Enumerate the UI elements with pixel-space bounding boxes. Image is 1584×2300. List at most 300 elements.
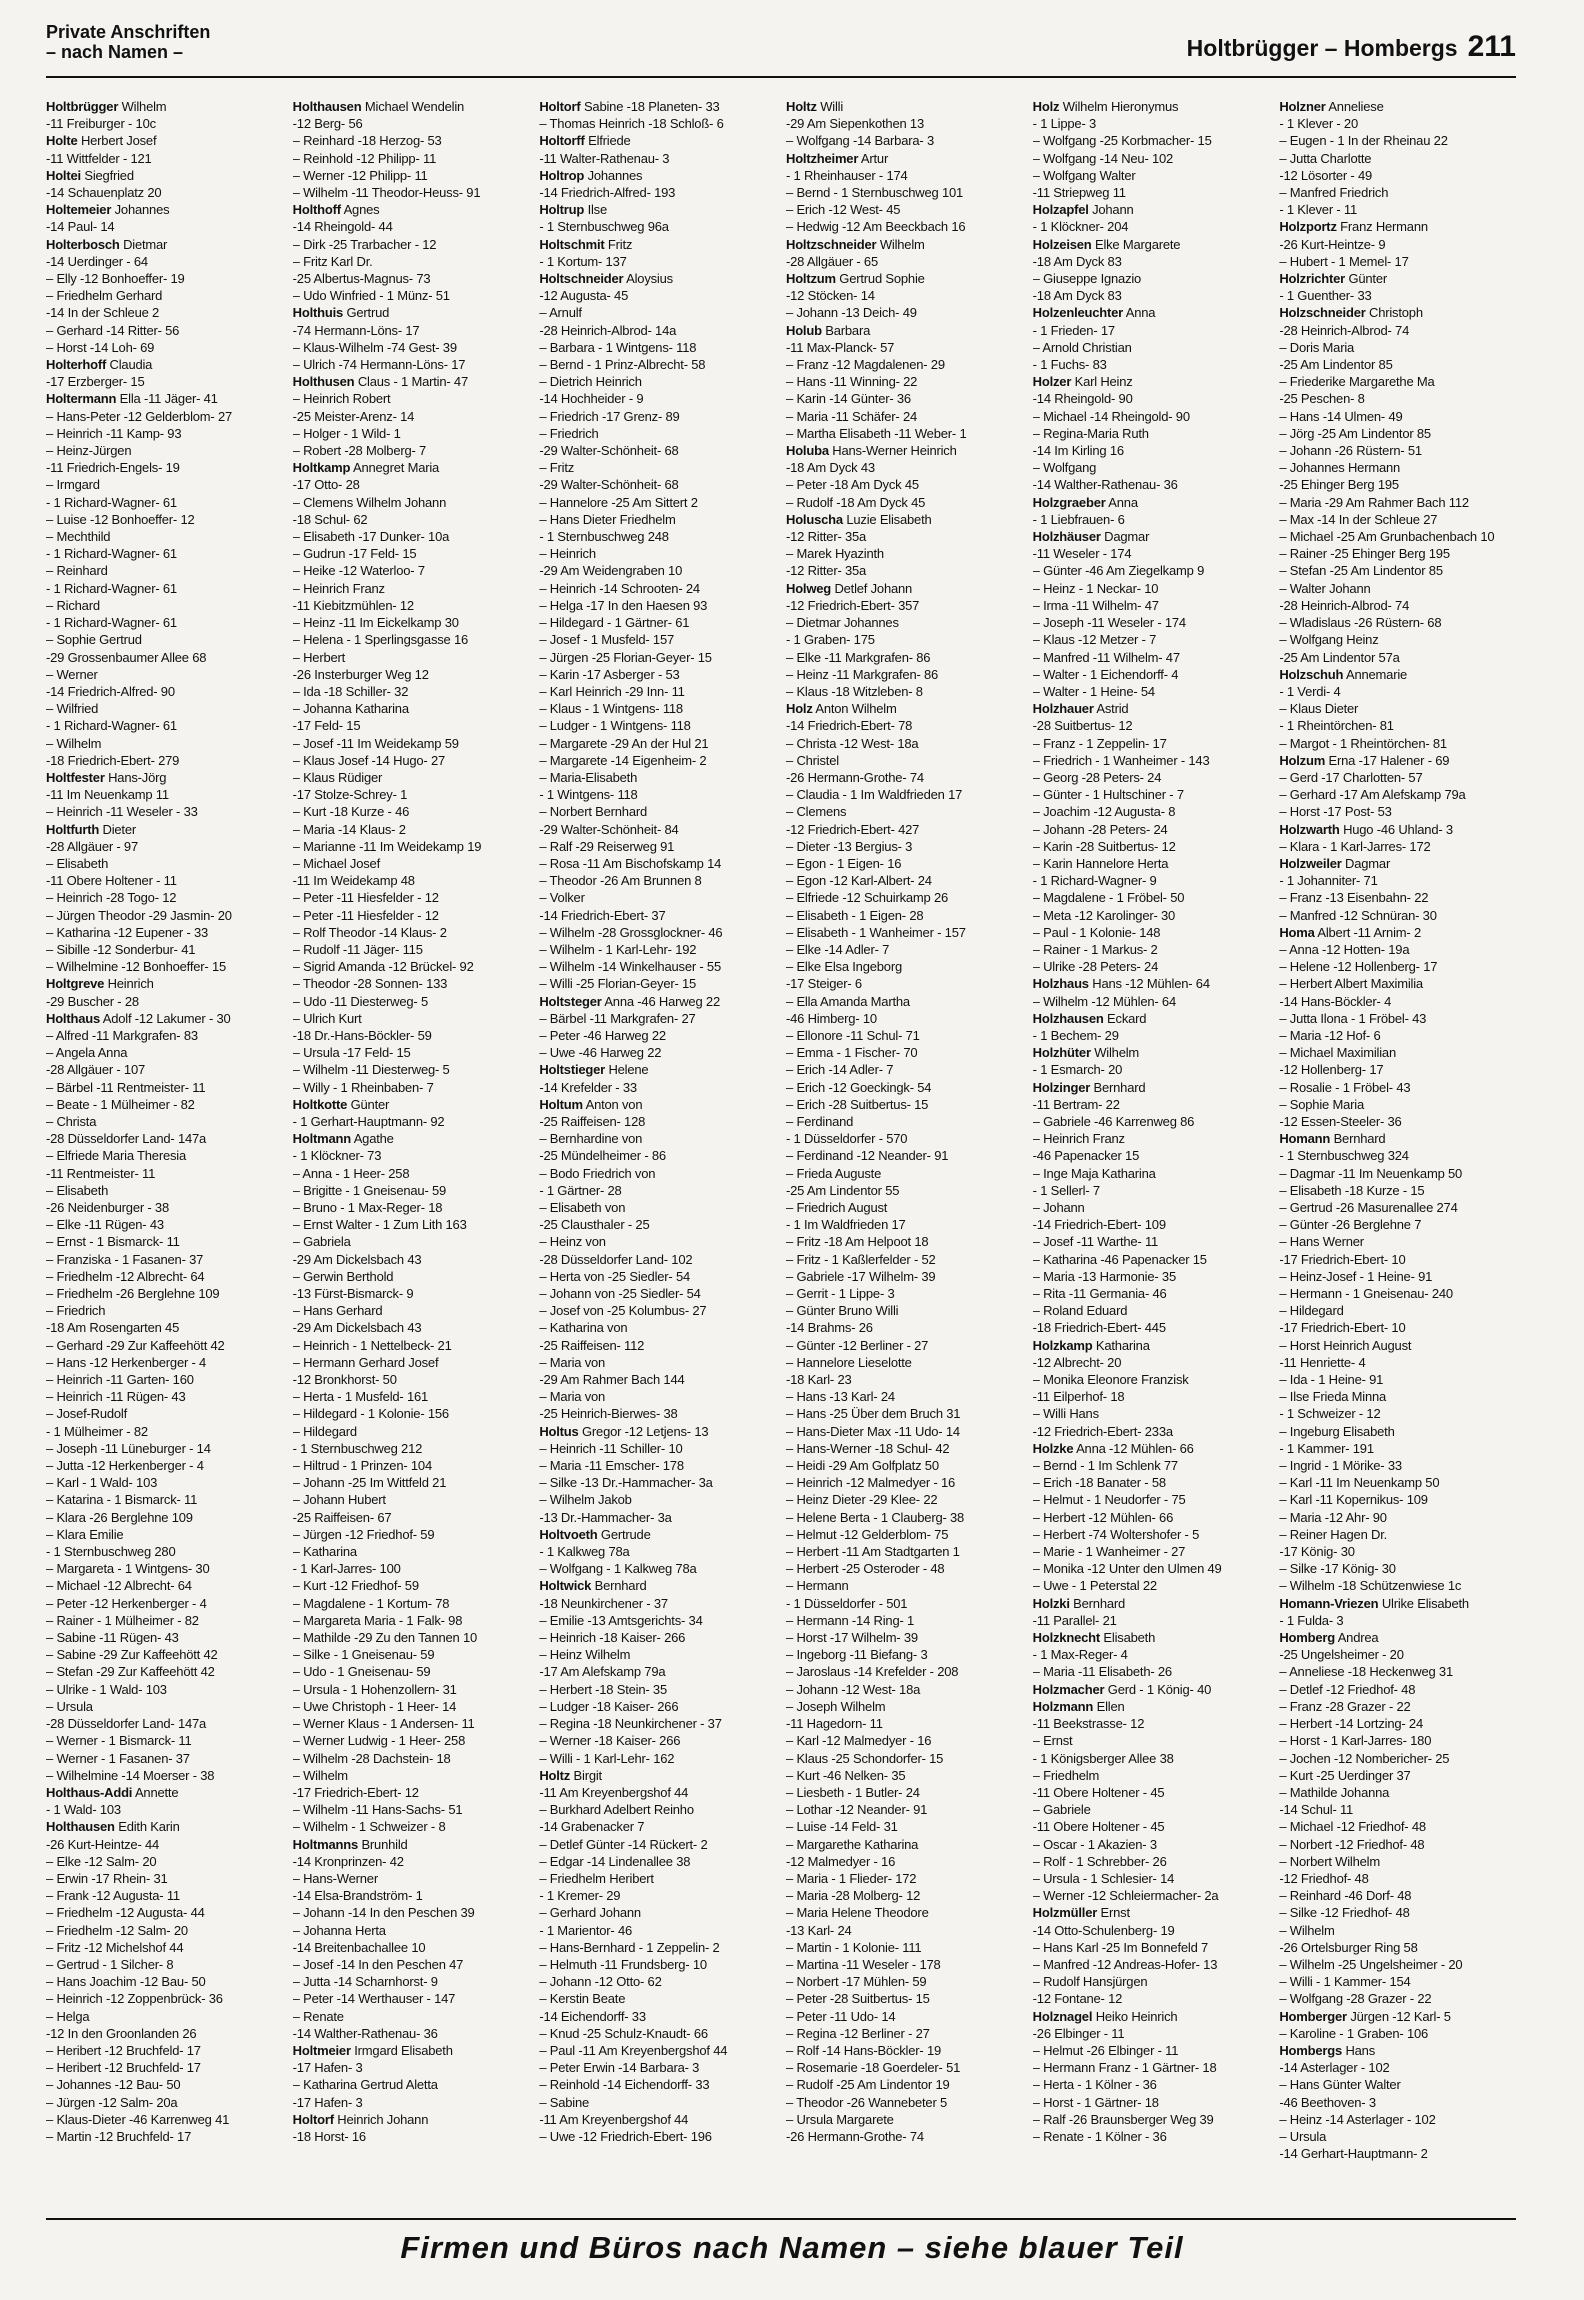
- given-name-entry: [1033, 1956, 1270, 1973]
- given-name-entry: [539, 1457, 776, 1474]
- given-name-entry: [46, 1732, 283, 1749]
- given-name-entry: [46, 1457, 283, 1474]
- entry-text: Günter Bruno Willi: [796, 1303, 899, 1319]
- entry-text: Holger - 1 Wild- 1: [303, 425, 401, 441]
- given-name-entry: [1033, 889, 1270, 906]
- entry-text: Hedwig -12 Am Beeckbach 16: [796, 219, 966, 235]
- address-line: [539, 1784, 776, 1801]
- entry-text: -28 Düsseldorfer Land- 102: [539, 1251, 693, 1267]
- given-name-entry: [1033, 562, 1270, 579]
- entry-text: -11 Freiburger - 10c: [46, 116, 156, 132]
- entry-text: Luise -14 Feld- 31: [796, 1819, 898, 1835]
- entry-text: Joseph -11 Weseler - 174: [1043, 615, 1186, 631]
- address-line: [1033, 1750, 1270, 1767]
- given-name-entry: [1033, 614, 1270, 631]
- entry-text: Katarina - 1 Bismarck- 11: [56, 1492, 198, 1508]
- given-name-entry: [46, 322, 283, 339]
- entry-text: Heinz Wilhelm: [549, 1647, 631, 1663]
- given-name-entry: [293, 1423, 530, 1440]
- entry-text: -11 Striepweg 11: [1032, 185, 1126, 201]
- entry-text: Michael Josef: [303, 855, 380, 871]
- given-name-entry: [46, 2111, 283, 2128]
- given-name-entry: [1279, 150, 1516, 167]
- surname: Holtorf: [539, 99, 581, 114]
- given-name-entry: [539, 356, 776, 373]
- given-name-entry: [293, 1904, 530, 1921]
- address-line: [1279, 1870, 1516, 1887]
- given-name-entry: [293, 924, 530, 941]
- surname: Holz: [786, 701, 813, 717]
- given-name-entry: [1279, 735, 1516, 752]
- entry-text: Heinrich Franz: [303, 580, 385, 596]
- given-name-entry: [786, 1337, 1023, 1354]
- given-name-entry: [46, 1251, 283, 1268]
- entry-text: Monika -12 Unter den Ulmen 49: [1043, 1561, 1222, 1577]
- given-name-entry: [293, 1767, 530, 1784]
- given-name-entry: [1279, 1715, 1516, 1732]
- entry-text: Martin -12 Bruchfeld- 17: [56, 2128, 192, 2144]
- address-line: [1279, 1612, 1516, 1629]
- given-name-entry: [1033, 1285, 1270, 1302]
- surname: Holtbrügger: [46, 99, 119, 114]
- given-name-entry: [539, 1440, 776, 1457]
- address-line: [786, 975, 1023, 992]
- given-name-entry: [46, 1285, 283, 1302]
- entry-text: -26 Hermann-Grothe- 74: [786, 769, 924, 785]
- given-name-entry: [293, 1663, 530, 1680]
- given-name-entry: [786, 941, 1023, 958]
- address-line: [786, 1216, 1023, 1233]
- surname: Holzhüter: [1032, 1045, 1091, 1061]
- address-line: [1279, 115, 1516, 132]
- given-name-entry: [1033, 907, 1270, 924]
- given-name-entry: [539, 1560, 776, 1577]
- entry-text: -13 Fürst-Bismarck- 9: [292, 1286, 414, 1302]
- entry-text: Klaus Dieter: [1289, 701, 1359, 717]
- entry-text: Jürgen Theodor -29 Jasmin- 20: [56, 907, 232, 923]
- entry-text: -12 Albrecht- 20: [1032, 1354, 1122, 1370]
- entry-text: Bernd - 1 Prinz-Albrecht- 58: [549, 357, 706, 373]
- address-line: [1033, 1423, 1270, 1440]
- given-name-entry: [1279, 1285, 1516, 1302]
- address-line: [46, 1836, 283, 1853]
- given-name-entry: [1033, 786, 1270, 803]
- given-name-entry: [786, 1096, 1023, 1113]
- given-name-entry: [1279, 562, 1516, 579]
- given-name-entry: [46, 907, 283, 924]
- entry-text: Jutta Ilona - 1 Fröbel- 43: [1289, 1010, 1427, 1026]
- entry-text: Horst -17 Wilhelm- 39: [796, 1630, 918, 1646]
- given-name-entry: [293, 1595, 530, 1612]
- entry-text: Ulrike - 1 Wald- 103: [56, 1681, 167, 1697]
- given-name-entry: [786, 752, 1023, 769]
- entry-text: - 1 Guenther- 33: [1279, 288, 1372, 304]
- entry-text: Ida -18 Schiller- 32: [303, 683, 409, 699]
- surname-entry: [539, 132, 776, 149]
- given-name-entry: [1279, 545, 1516, 562]
- given-name-entry: [786, 1526, 1023, 1543]
- given-name-entry: [786, 803, 1023, 820]
- entry-text: Annemarie: [1345, 666, 1408, 682]
- entry-text: Elisabeth - 1 Wanheimer - 157: [796, 924, 966, 940]
- given-name-entry: [293, 1491, 530, 1508]
- given-name-entry: [539, 958, 776, 975]
- address-line: [539, 476, 776, 493]
- entry-text: Johann: [1092, 202, 1134, 218]
- entry-text: Oscar - 1 Akazien- 3: [1043, 1836, 1157, 1852]
- given-name-entry: [539, 2128, 776, 2145]
- entry-text: Werner: [56, 666, 98, 682]
- entry-text: Ilse Frieda Minna: [1289, 1389, 1387, 1405]
- address-line: [46, 184, 283, 201]
- address-line: [539, 1337, 776, 1354]
- address-line: [539, 562, 776, 579]
- entry-text: Margareta - 1 Wintgens- 30: [56, 1561, 210, 1577]
- entry-text: -11 Max-Planck- 57: [786, 339, 895, 355]
- entry-text: Gerd -17 Charlotten- 57: [1289, 769, 1423, 785]
- given-name-entry: [46, 339, 283, 356]
- address-line: [539, 1922, 776, 1939]
- given-name-entry: [786, 494, 1023, 511]
- entry-text: - 1 Richard-Wagner- 61: [46, 494, 177, 510]
- entry-text: Gabriele -17 Wilhelm- 39: [796, 1268, 936, 1284]
- given-name-entry: [46, 1698, 283, 1715]
- entry-text: Kurt -25 Uerdinger 37: [1289, 1767, 1411, 1783]
- entry-text: Robert -28 Molberg- 7: [303, 443, 427, 459]
- given-name-entry: [539, 580, 776, 597]
- given-name-entry: [539, 1698, 776, 1715]
- section-heading-line2: – nach Namen –: [46, 42, 184, 62]
- given-name-entry: [46, 1595, 283, 1612]
- given-name-entry: [1033, 666, 1270, 683]
- given-name-entry: [46, 803, 283, 820]
- entry-text: Elisabeth - 1 Eigen- 28: [796, 907, 924, 923]
- entry-text: Marek Hyazinth: [796, 546, 884, 562]
- given-name-entry: [46, 1646, 283, 1663]
- entry-text: -28 Allgäuer - 65: [786, 253, 878, 269]
- address-line: [1279, 287, 1516, 304]
- given-name-entry: [1279, 1990, 1516, 2007]
- given-name-entry: [1279, 2128, 1516, 2145]
- entry-text: -29 Am Dickelsbach 43: [292, 1320, 422, 1336]
- given-name-entry: [293, 1698, 530, 1715]
- entry-text: Willy - 1 Rheinbaben- 7: [303, 1079, 434, 1095]
- given-name-entry: [1279, 1663, 1516, 1680]
- given-name-entry: [786, 1457, 1023, 1474]
- entry-text: Hermann Gerhard Josef: [303, 1354, 439, 1370]
- entry-text: Lothar -12 Neander- 91: [796, 1802, 928, 1818]
- entry-text: Anna -12 Mühlen- 66: [1076, 1440, 1194, 1456]
- address-line: [539, 1887, 776, 1904]
- entry-text: Jaroslaus -14 Krefelder - 208: [796, 1664, 959, 1680]
- surname-entry: [1279, 924, 1516, 941]
- given-name-entry: [786, 1199, 1023, 1216]
- entry-text: Elfriede Maria Theresia: [56, 1148, 187, 1164]
- given-name-entry: [786, 1509, 1023, 1526]
- given-name-entry: [1279, 941, 1516, 958]
- entry-text: Maria -12 Ahr- 90: [1289, 1509, 1387, 1525]
- given-name-entry: [539, 889, 776, 906]
- surname: Holtkamp: [292, 460, 351, 476]
- entry-text: -11 Hagedorn- 11: [786, 1716, 883, 1732]
- surname: Holzer: [1032, 374, 1072, 390]
- entry-text: Theodor -28 Sonnen- 133: [302, 976, 448, 992]
- entry-text: Inge Maja Katharina: [1043, 1165, 1156, 1181]
- given-name-entry: [786, 1405, 1023, 1422]
- given-name-entry: [293, 1818, 530, 1835]
- entry-text: Josef - 1 Musfeld- 157: [549, 632, 674, 648]
- given-name-entry: [786, 476, 1023, 493]
- given-name-entry: [1033, 2128, 1270, 2145]
- entry-text: Elke -11 Rügen- 43: [56, 1217, 164, 1233]
- given-name-entry: [293, 1956, 530, 1973]
- entry-text: -25 Am Lindentor 85: [1279, 357, 1393, 373]
- entry-text: Bernhard: [594, 1578, 647, 1594]
- given-name-entry: [539, 1285, 776, 1302]
- entry-text: Wolfgang Heinz: [1289, 632, 1379, 648]
- surname: Holzwarth: [1279, 821, 1340, 837]
- given-name-entry: [786, 1818, 1023, 1835]
- entry-text: - 1 Klöckner- 204: [1032, 219, 1129, 235]
- given-name-entry: [1033, 1165, 1270, 1182]
- entry-text: Herbert Josef: [80, 133, 157, 149]
- entry-text: Herbert Albert Maximilia: [1289, 976, 1423, 992]
- entry-text: Elke -12 Salm- 20: [56, 1853, 157, 1869]
- entry-text: Silke -17 König- 30: [1289, 1561, 1396, 1577]
- entry-text: Rita -11 Germania- 46: [1043, 1286, 1167, 1302]
- address-line: [1033, 184, 1270, 201]
- entry-text: Friedrich August: [796, 1200, 888, 1215]
- address-line: [1033, 2025, 1270, 2042]
- surname: Homa: [1279, 924, 1315, 940]
- entry-text: Hermann - 1 Gneisenau- 240: [1289, 1286, 1453, 1302]
- entry-text: Heidi -29 Am Golfplatz 50: [796, 1458, 939, 1474]
- entry-text: -26 Hermann-Grothe- 74: [786, 2128, 924, 2144]
- entry-text: Günter: [350, 1096, 390, 1112]
- entry-text: - 1 Kammer- 191: [1279, 1440, 1374, 1456]
- address-line: [1033, 476, 1270, 493]
- given-name-entry: [293, 855, 530, 872]
- entry-text: - 1 Lippe- 3: [1032, 116, 1097, 132]
- entry-text: Klara Emilie: [56, 1526, 124, 1542]
- given-name-entry: [293, 993, 530, 1010]
- entry-text: -17 König- 30: [1279, 1544, 1355, 1560]
- given-name-entry: [539, 1990, 776, 2007]
- entry-text: Birgit: [573, 1767, 602, 1783]
- surname-entry: [1033, 1010, 1270, 1027]
- entry-text: -46 Beethoven- 3: [1279, 2094, 1376, 2110]
- given-name-entry: [1279, 1233, 1516, 1250]
- entry-text: Frieda Auguste: [796, 1165, 882, 1181]
- surname-entry: [293, 304, 530, 321]
- given-name-entry: [539, 1199, 776, 1216]
- entry-text: Michael -25 Am Grunbachenbach 10: [1289, 529, 1495, 545]
- entry-text: Manfred Friedrich: [1289, 185, 1389, 201]
- given-name-entry: [46, 1904, 283, 1921]
- entry-text: Dietrich Heinrich: [549, 374, 642, 390]
- given-name-entry: [1279, 700, 1516, 717]
- header-rule: [46, 76, 1516, 78]
- given-name-entry: [786, 907, 1023, 924]
- entry-text: Gabriele -46 Karrenweg 86: [1043, 1113, 1195, 1129]
- given-name-entry: [46, 1216, 283, 1233]
- given-name-entry: [293, 1268, 530, 1285]
- given-name-entry: [293, 821, 530, 838]
- given-name-entry: [539, 1474, 776, 1491]
- address-line: [539, 1251, 776, 1268]
- entry-text: Hans-Jörg: [108, 769, 167, 785]
- entry-text: Barbara: [825, 322, 871, 338]
- entry-text: -11 Kiebitzmühlen- 12: [292, 597, 414, 613]
- entry-text: Elisabeth -17 Dunker- 10a: [303, 529, 450, 545]
- given-name-entry: [539, 511, 776, 528]
- entry-text: Wilhelmine -14 Moerser - 38: [56, 1767, 215, 1783]
- given-name-entry: [46, 1663, 283, 1680]
- address-line: [46, 1319, 283, 1336]
- given-name-entry: [786, 1440, 1023, 1457]
- entry-text: Paul - 1 Kolonie- 148: [1043, 924, 1161, 940]
- entry-text: Ursula -17 Feld- 15: [303, 1045, 411, 1061]
- address-line: [1033, 356, 1270, 373]
- entry-text: -11 Im Neuenkamp 11: [46, 787, 169, 803]
- entry-text: Helene Berta - 1 Clauberg- 38: [796, 1509, 965, 1525]
- entry-text: Bernhard: [1073, 1595, 1126, 1611]
- given-name-entry: [539, 545, 776, 562]
- address-line: [539, 1371, 776, 1388]
- entry-text: Martin - 1 Kolonie- 111: [796, 1939, 922, 1955]
- entry-text: Johann von -25 Siedler- 54: [549, 1286, 701, 1302]
- entry-text: - 1 Verdi- 4: [1279, 683, 1341, 699]
- address-line: [293, 2059, 530, 2076]
- given-name-entry: [1033, 1939, 1270, 1956]
- given-name-entry: [46, 2008, 283, 2025]
- entry-text: Ellonore -11 Schul- 71: [796, 1027, 920, 1043]
- surname-entry: [539, 270, 776, 287]
- given-name-entry: [46, 958, 283, 975]
- surname-entry: [1279, 304, 1516, 321]
- entry-text: Arnulf: [549, 305, 582, 321]
- entry-text: Klara -26 Berglehne 109: [56, 1509, 193, 1525]
- surname-entry: [786, 150, 1023, 167]
- address-line: [1279, 649, 1516, 666]
- entry-text: Artur: [860, 150, 889, 166]
- entry-text: Maria-Elisabeth: [549, 769, 638, 785]
- given-name-entry: [293, 1801, 530, 1818]
- surname-entry: [786, 442, 1023, 459]
- given-name-entry: [46, 631, 283, 648]
- entry-text: Wilhelm: [1289, 1922, 1335, 1938]
- address-line: [539, 1663, 776, 1680]
- entry-text: Rainer - 1 Markus- 2: [1043, 941, 1158, 957]
- given-name-entry: [46, 1509, 283, 1526]
- entry-text: -25 Raiffeisen- 112: [539, 1337, 645, 1353]
- address-line: [46, 580, 283, 597]
- entry-text: Ulrich Kurt: [303, 1010, 362, 1026]
- entry-text: Astrid: [1096, 701, 1129, 717]
- entry-text: Sabine: [549, 2094, 590, 2110]
- surname: Hombergs: [1279, 2042, 1343, 2058]
- entry-text: - 1 Johanniter- 71: [1279, 873, 1378, 889]
- given-name-entry: [1033, 1801, 1270, 1818]
- given-name-entry: [46, 924, 283, 941]
- address-line: [1279, 2059, 1516, 2076]
- given-name-entry: [1279, 425, 1516, 442]
- given-name-entry: [1033, 580, 1270, 597]
- entry-text: Katharina: [303, 1544, 357, 1560]
- entry-text: Adolf -12 Lakumer - 30: [102, 1010, 231, 1026]
- given-name-entry: [1279, 769, 1516, 786]
- entry-text: - 1 Richard-Wagner- 61: [46, 718, 177, 734]
- entry-text: Hermann Franz - 1 Gärtner- 18: [1043, 2060, 1217, 2076]
- surname-entry: [786, 580, 1023, 597]
- entry-text: Doris Maria: [1289, 339, 1355, 355]
- given-name-entry: [1033, 1405, 1270, 1422]
- entry-text: Werner - 1 Fasanen- 37: [56, 1750, 190, 1766]
- entry-text: Marianne -11 Im Weidekamp 19: [303, 838, 482, 854]
- entry-text: Rainer - 1 Mülheimer - 82: [56, 1612, 199, 1628]
- entry-text: - 1 Düsseldorfer - 501: [786, 1595, 908, 1611]
- given-name-entry: [539, 941, 776, 958]
- given-name-entry: [786, 2025, 1023, 2042]
- given-name-entry: [1033, 2042, 1270, 2059]
- entry-text: -11 Friedrich-Engels- 19: [46, 460, 180, 476]
- entry-text: Michael Wendelin: [364, 99, 465, 114]
- entry-text: - 1 Richard-Wagner- 61: [46, 615, 177, 631]
- entry-text: - 1 Düsseldorfer - 570: [786, 1131, 908, 1147]
- entry-text: Herta von -25 Siedler- 54: [549, 1268, 691, 1284]
- entry-text: Uwe - 1 Peterstal 22: [1043, 1578, 1157, 1594]
- address-line: [1279, 717, 1516, 734]
- entry-text: -14 Uerdinger - 64: [46, 253, 148, 269]
- address-line: [1033, 1182, 1270, 1199]
- given-name-entry: [293, 1732, 530, 1749]
- given-name-entry: [1279, 1698, 1516, 1715]
- given-name-entry: [46, 562, 283, 579]
- entry-text: Eugen - 1 In der Rheinau 22: [1289, 133, 1448, 149]
- entry-text: Brunhild: [361, 1836, 408, 1852]
- entry-text: Edgar -14 Lindenallee 38: [549, 1853, 691, 1869]
- given-name-entry: [1033, 270, 1270, 287]
- address-line: [786, 631, 1023, 648]
- address-line: [46, 459, 283, 476]
- address-line: [1279, 1147, 1516, 1164]
- given-name-entry: [46, 408, 283, 425]
- entry-text: Luzie Elisabeth: [846, 511, 932, 527]
- given-name-entry: [1279, 2025, 1516, 2042]
- address-line: [293, 511, 530, 528]
- surname: Holtum: [539, 1096, 583, 1112]
- entry-text: Jürgen -25 Florian-Geyer- 15: [549, 649, 712, 665]
- address-line: [1033, 1027, 1270, 1044]
- given-name-entry: [46, 1629, 283, 1646]
- address-line: [1279, 322, 1516, 339]
- entry-text: - 1 Max-Reger- 4: [1032, 1647, 1128, 1663]
- surname: Holzum: [1279, 752, 1326, 768]
- given-name-entry: [1033, 958, 1270, 975]
- given-name-entry: [293, 1526, 530, 1543]
- entry-text: -29 Am Siepenkothen 13: [786, 116, 924, 132]
- entry-text: -29 Walter-Schönheit- 68: [539, 443, 679, 459]
- address-line: [1033, 1922, 1270, 1939]
- given-name-entry: [1279, 184, 1516, 201]
- entry-text: Hubert - 1 Memel- 17: [1289, 253, 1409, 269]
- address-line: [1033, 872, 1270, 889]
- given-name-entry: [786, 2076, 1023, 2093]
- surname: Holzhauer: [1032, 701, 1094, 717]
- address-line: [539, 1147, 776, 1164]
- given-name-entry: [539, 2025, 776, 2042]
- entry-text: Dietmar: [123, 236, 168, 252]
